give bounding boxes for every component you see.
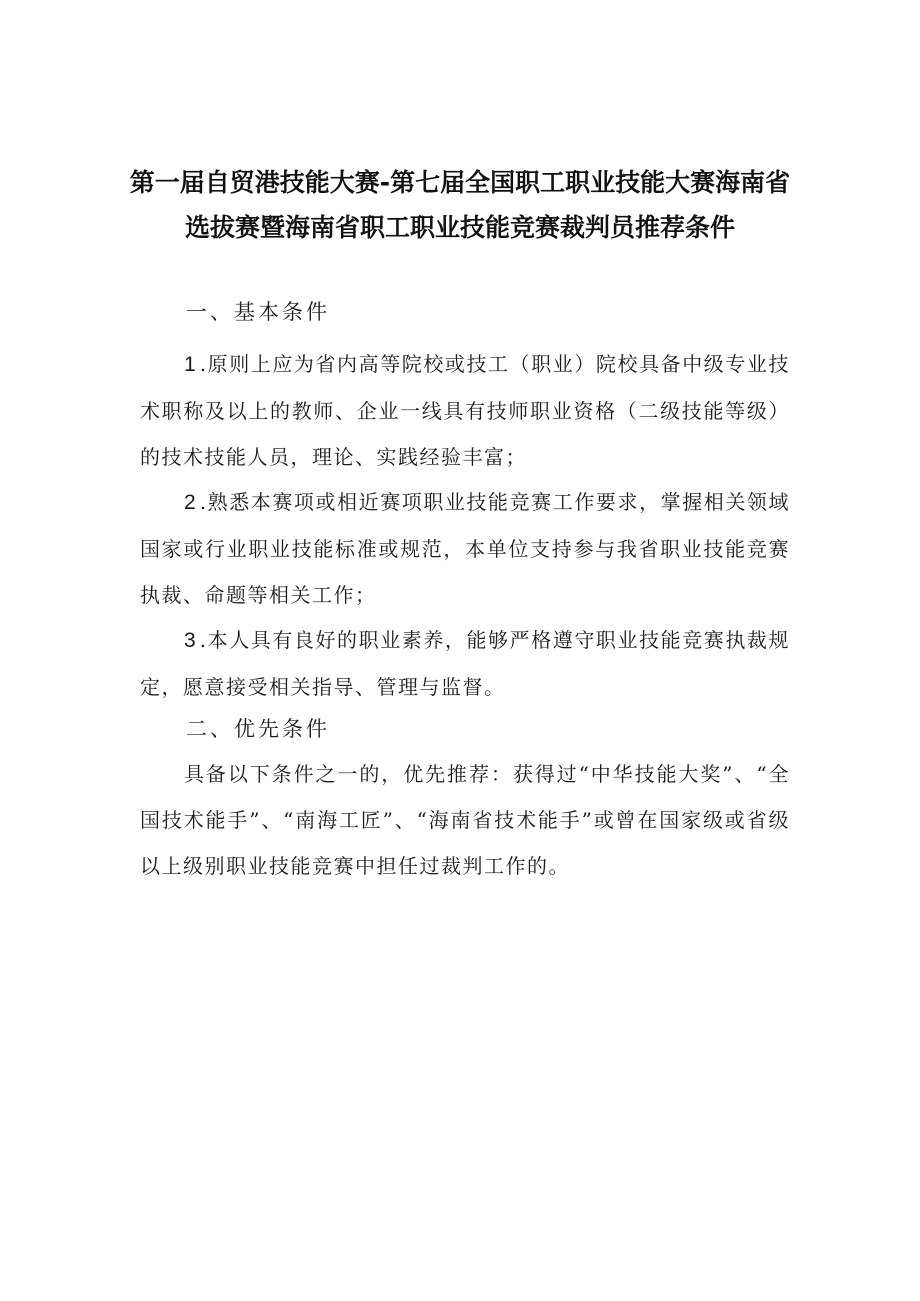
condition-item-number: 3 [184, 629, 200, 652]
document-title-line-1: 第一届自贸港技能大赛-第七届全国职工职业技能大赛海南省 [129, 168, 791, 197]
condition-item-number: 2 [184, 491, 200, 514]
condition-item-1 [140, 341, 790, 480]
priority-conditions-text: 具备以下条件之一的，优先推荐：获得过“中华技能大奖”、“全国技术能手”、“南海工匠”、“海南省技术能手”或曾在国家级或省级以上级别职业技能竞赛中担任过裁判工作的。 [140, 762, 790, 878]
condition-item-2 [140, 479, 790, 618]
section-heading-priority-conditions: 二、优先条件 [186, 717, 330, 741]
section-heading-basic-conditions: 一、基本条件 [186, 300, 330, 324]
condition-item-number: 1 [184, 353, 200, 376]
document-title-line-2: 选拔赛暨海南省职工职业技能竞赛裁判员推荐条件 [184, 213, 735, 242]
condition-item-text: .熟悉本赛项或相近赛项职业技能竞赛工作要求，掌握相关领域国家或行业职业技能标准或规范，本单位支持参与我省职业技能竞赛执裁、命题等相关工作； [140, 490, 790, 607]
condition-item-3 [140, 617, 790, 710]
condition-item-text: .本人具有良好的职业素养，能够严格遵守职业技能竞赛执裁规定，愿意接受相关指导、管理与监督。 [140, 628, 790, 699]
condition-item-text: .原则上应为省内高等院校或技工（职业）院校具备中级专业技术职称及以上的教师、企业一线具有技师职业资格（二级技能等级）的技术技能人员，理论、实践经验丰富； [140, 352, 790, 469]
